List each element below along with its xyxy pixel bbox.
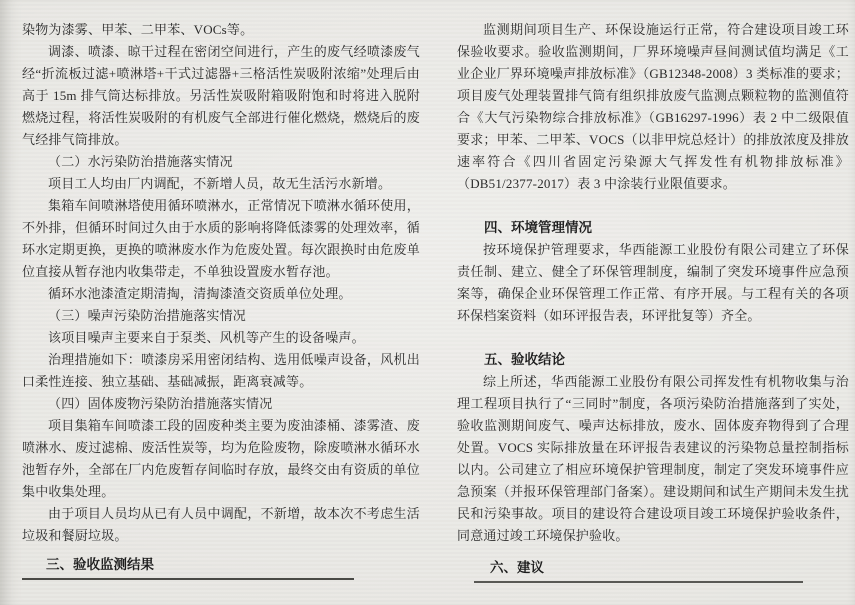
body-paragraph: 染物为漆雾、甲苯、二甲苯、VOCs等。 <box>22 22 254 37</box>
body-paragraph: 调漆、喷漆、晾干过程在密闭空间进行，产生的废气经喷漆废气经“折流板过滤+喷淋塔+干式过滤器+三格活性炭吸附浓缩”处理后由高于 15m 排气筒达标排放。另活性炭吸附箱吸附饱和时将进入脱附燃烧过程，将活性炭吸附的有机废气全部进行催化燃烧，燃烧后的废气经排气筒排放。 <box>22 44 420 147</box>
left-page-footer <box>22 556 420 580</box>
footer-rule <box>474 581 803 583</box>
section-heading: 三、验收监测结果 <box>46 557 154 572</box>
sub-section-heading: （三）噪声污染防治措施落实情况 <box>48 308 247 323</box>
body-paragraph: 循环水池漆渣定期清掏，清掏漆渣交资质单位处理。 <box>48 286 352 301</box>
body-paragraph: 治理措施如下：喷漆房采用密闭结构、选用低噪声设备，风机出口柔性连接、独立基础、基础减振，距离衰减等。 <box>22 352 420 389</box>
body-paragraph: 项目工人均由厂内调配，不新增人员，故无生活污水新增。 <box>48 176 392 191</box>
body-paragraph: 综上所述，华西能源工业股份有限公司挥发性有机物收集与治理工程项目执行了“三同时”制度，各项污染防治措施落到了实处，验收监测期间废气、噪声达标排放，废水、固体废弃物得到了合理处置。VOCS 实际排放量在环评报告表建议的污染物总量控制指标以内。公司建立了相应环境保护管理制度，制定了突发环境事件应急预案（并报环保管理部门备案）。建设期间和试生产期间未发生扰民和污染事故。项目的建设符合建设项目竣工环境保护验收条件，同意通过竣工环境保护验收。 <box>457 374 849 543</box>
body-paragraph: 按环境保护管理要求，华西能源工业股份有限公司建立了环保责任制、建立、健全了环保管理制度，编制了突发环境事件应急预案等，确保企业环保管理工作正常、有序开展。与工程有关的各项环保档案资料（如环评报告表，环评批复等）齐全。 <box>457 242 849 323</box>
body-paragraph: 项目集箱车间喷漆工段的固废种类主要为废油漆桶、漆雾渣、废喷淋水、废过滤棉、废活性炭等，均为危险废物，除废喷淋水循环水池暂存外，全部在厂内危废暂存间临时存放，最终交由有资质的单位集中收集处理。 <box>22 418 420 499</box>
right-page-footer <box>457 559 849 583</box>
body-paragraph: 该项目噪声主要来自于泵类、风机等产生的设备噪声。 <box>48 330 365 345</box>
body-paragraph: 由于项目人员均从已有人员中调配，不新增，故本次不考虑生活垃圾和餐厨垃圾。 <box>22 506 420 543</box>
left-page <box>22 19 420 547</box>
section-heading: 六、建议 <box>490 560 544 575</box>
footer-rule <box>22 578 354 580</box>
right-page <box>457 19 849 547</box>
section-heading: 五、验收结论 <box>484 352 565 367</box>
body-paragraph: 集箱车间喷淋塔使用循环喷淋水，正常情况下喷淋水循环使用，不外排，但循环时间过久由于水质的影响将降低漆雾的处理效率，循环水定期更换，更换的喷淋废水作为危废处置。每次跟换时由危废单位直接从暂存池内收集带走，不单独设置废水暂存池。 <box>22 198 420 279</box>
body-paragraph: 监测期间项目生产、环保设施运行正常，符合建设项目竣工环保验收要求。验收监测期间，厂界环境噪声昼间测试值均满足《工业企业厂界环境噪声排放标准》（GB12348-2008）3 类标准的要求；项目废气处理装置排气筒有组织排放废气监测点颗粒物的监测值符合《大气污染物综合排放标准》（GB16297-1996）表 2 中二级限值要求；甲苯、二甲苯、VOCS（以非甲烷总烃计）的排放浓度及排放速率符合《四川省固定污染源大气挥发性有机物排放标准》（DB51/2377-2017）表 3 中涂装行业限值要求。 <box>457 22 849 191</box>
section-heading: 四、环境管理情况 <box>484 220 592 235</box>
sub-section-heading: （四）固体废物污染防治措施落实情况 <box>48 396 273 411</box>
sub-section-heading: （二）水污染防治措施落实情况 <box>48 154 233 169</box>
